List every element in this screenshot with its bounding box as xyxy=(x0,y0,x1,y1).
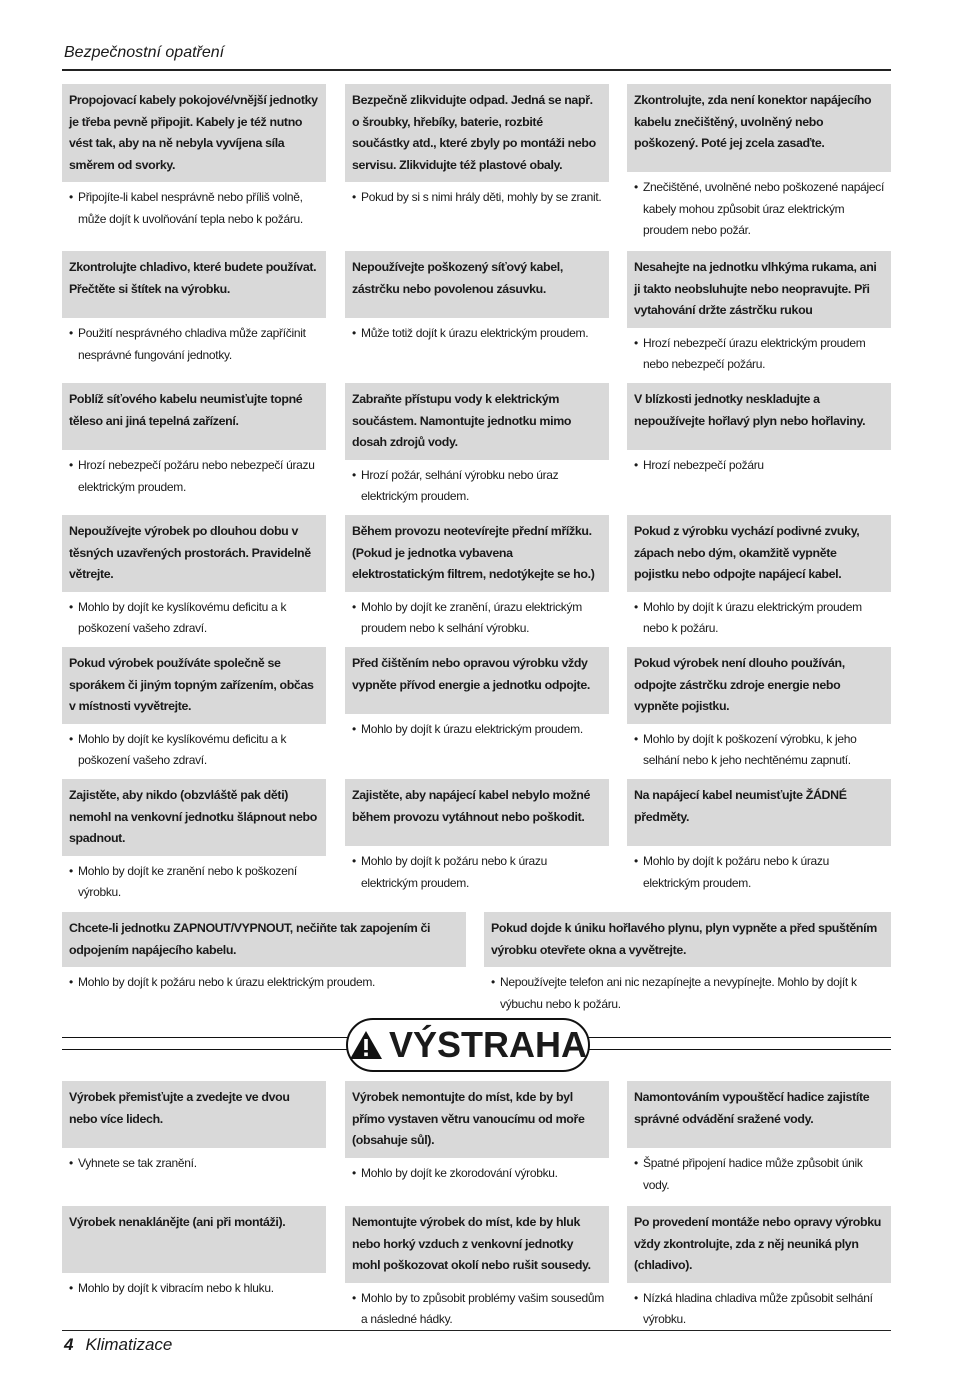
note-text: Může totiž dojít k úrazu elektrickým proudem. xyxy=(361,326,589,340)
note-text: Použití nesprávného chladiva může zapříčinit nesprávné fungování jednotky. xyxy=(78,326,306,362)
precaution-heading: Nepoužívejte výrobek po dlouhou dobu v těsných uzavřených prostorách. Pravidelně větrejte. xyxy=(62,515,326,592)
precaution-heading: Bezpečně zlikvidujte odpad. Jedná se např. o šroubky, hřebíky, baterie, rozbité součástky atd., které zbyly po montáži nebo servisu. Zlikvidujte též plastové obaly. xyxy=(345,84,609,182)
precaution-note xyxy=(345,719,609,741)
precaution-note xyxy=(627,455,891,477)
bullet-icon: • xyxy=(69,458,73,472)
bullet-icon: • xyxy=(352,326,356,340)
note-text: Hrozí požár, selhání výrobku nebo úraz elektrickým proudem. xyxy=(361,467,559,503)
precaution-note xyxy=(484,972,891,1015)
bullet-icon: • xyxy=(352,854,356,868)
note-text: Mohlo by dojít k úrazu elektrickým proudem nebo k požáru. xyxy=(643,599,862,635)
precaution-note xyxy=(62,861,326,904)
precaution-heading: Poblíž síťového kabelu neumisťujte topné těleso ani jiná tepelná zařízení. xyxy=(62,383,326,450)
precaution-note xyxy=(627,333,891,376)
note-text: Mohlo by dojít k požáru nebo k úrazu elektrickým proudem. xyxy=(643,854,829,890)
precaution-item xyxy=(627,84,891,242)
note-text: Pokud by si s nimi hrály děti, mohly by se zranit. xyxy=(361,190,602,204)
note-text: Mohlo by dojít k úrazu elektrickým proudem. xyxy=(361,722,583,736)
precaution-item-wide xyxy=(484,912,891,1015)
note-text: Nepoužívejte telefon ani nic nezapínejte a nevypínejte. Mohlo by dojít k výbuchu nebo k požáru. xyxy=(500,975,857,1011)
warning-item xyxy=(345,1206,609,1331)
precaution-note xyxy=(627,1153,891,1196)
precaution-item xyxy=(62,515,326,640)
bullet-icon: • xyxy=(634,731,638,746)
warning-item xyxy=(62,1081,326,1175)
note-text: Mohlo by dojít ke kyslíkovému deficitu a k poškození vašeho zdraví. xyxy=(78,731,287,767)
precaution-heading: Pokud výrobek používáte společně se sporákem či jiným topným zařízením, občas v místnosti vyvětrejte. xyxy=(62,647,326,724)
page-number: 4 xyxy=(64,1335,74,1354)
note-text: Hrozí nebezpečí požáru nebo nebezpečí úrazu elektrickým proudem. xyxy=(78,458,315,494)
header-rule xyxy=(62,69,891,71)
bullet-icon: • xyxy=(352,1165,356,1180)
note-text: Znečištěné, uvolněné nebo poškozené napájecí kabely mohou způsobit úraz elektrickým proudem nebo požár. xyxy=(643,180,884,237)
precaution-note xyxy=(62,729,326,772)
precaution-note xyxy=(345,1163,609,1185)
precaution-heading: Zabraňte přístupu vody k elektrickým součástem. Namontujte jednotku mimo dosah zdrojů vody. xyxy=(345,383,609,460)
precaution-heading: Nemontujte výrobek do míst, kde by hluk nebo horký vzduch z venkovní jednotky mohl poškozovat okolí nebo rušit sousedy. xyxy=(345,1206,609,1283)
precaution-heading: Zajistěte, aby nikdo (obzvláště pak děti) nemohl na venkovní jednotku šlápnout nebo spadnout. xyxy=(62,779,326,856)
precaution-note xyxy=(345,465,609,508)
page-footer xyxy=(64,1335,172,1355)
warning-label-box xyxy=(346,1018,590,1072)
bullet-icon: • xyxy=(491,975,495,989)
footer-label: Klimatizace xyxy=(85,1335,173,1354)
precaution-note xyxy=(345,187,609,209)
footer-rule xyxy=(62,1330,891,1331)
precaution-note xyxy=(627,177,891,242)
precaution-note xyxy=(345,323,609,345)
precaution-item xyxy=(345,84,609,209)
bullet-icon: • xyxy=(634,180,638,194)
bullet-icon: • xyxy=(634,1290,638,1305)
precaution-heading: Pokud výrobek není dlouho používán, odpojte zástrčku zdroje energie nebo vypněte pojistku. xyxy=(627,647,891,724)
precaution-item xyxy=(627,251,891,376)
precaution-note xyxy=(345,597,609,640)
precaution-note xyxy=(62,597,326,640)
precaution-note xyxy=(62,1153,326,1175)
precaution-heading: Výrobek nemontujte do míst, kde by byl přímo vystaven větru vanoucímu od moře (obsahuje sůl). xyxy=(345,1081,609,1158)
precaution-item xyxy=(345,383,609,508)
warning-item xyxy=(627,1081,891,1196)
note-text: Špatné připojení hadice může způsobit únik vody. xyxy=(643,1156,863,1192)
bullet-icon: • xyxy=(69,731,73,746)
note-text: Mohlo by dojít ke kyslíkovému deficitu a k poškození vašeho zdraví. xyxy=(78,599,287,635)
precaution-heading: Zkontrolujte, zda není konektor napájecího kabelu znečištěný, uvolněný nebo poškozený. Poté jej zcela zasaďte. xyxy=(627,84,891,172)
precaution-heading: Pokud z výrobku vychází podivné zvuky, zápach nebo dým, okamžitě vypněte pojistku nebo odpojte napájecí kabel. xyxy=(627,515,891,592)
precaution-item-wide xyxy=(62,912,466,994)
precaution-heading: Zkontrolujte chladivo, které budete používat. Přečtěte si štítek na výrobku. xyxy=(62,251,326,318)
precaution-item xyxy=(345,779,609,894)
precaution-heading: Na napájecí kabel neumisťujte ŽÁDNÉ předměty. xyxy=(627,779,891,846)
precaution-item xyxy=(627,515,891,640)
precaution-heading: Pokud dojde k úniku hořlavého plynu, plyn vypněte a před spuštěním výrobku otevřete okna a vyvětrejte. xyxy=(484,912,891,967)
bullet-icon: • xyxy=(352,722,356,736)
warning-banner xyxy=(62,1014,891,1076)
note-text: Hrozí nebezpečí požáru xyxy=(643,458,764,472)
safety-grid-bottom xyxy=(62,1081,891,1331)
precaution-heading: Před čištěním nebo opravou výrobku vždy vypněte přívod energie a jednotku odpojte. xyxy=(345,647,609,714)
bullet-icon: • xyxy=(634,599,638,614)
bullet-icon: • xyxy=(69,326,73,340)
note-text: Mohlo by dojít k požáru nebo k úrazu elektrickým proudem. xyxy=(78,975,376,989)
section-title: Bezpečnostní opatření xyxy=(64,44,225,61)
precaution-heading: Propojovací kabely pokojové/vnější jednotky je třeba pevně připojit. Kabely je též nutno vést tak, aby na ně nebyla vyvíjena síla směrem od svorky. xyxy=(62,84,326,182)
precaution-item xyxy=(62,647,326,772)
precaution-item xyxy=(627,647,891,772)
precaution-note xyxy=(62,972,466,994)
precaution-note xyxy=(62,455,326,498)
bullet-icon: • xyxy=(69,190,73,204)
bullet-icon: • xyxy=(69,1156,73,1170)
precaution-note xyxy=(627,729,891,772)
note-text: Mohlo by dojít ke zkorodování výrobku. xyxy=(361,1165,558,1180)
note-text: Mohlo by dojít ke zranění nebo k poškození výrobku. xyxy=(78,863,297,899)
bullet-icon: • xyxy=(352,599,356,614)
bullet-icon: • xyxy=(634,458,638,472)
note-text: Nízká hladina chladiva může způsobit selhání výrobku. xyxy=(643,1290,873,1326)
bullet-icon: • xyxy=(69,1281,73,1295)
warning-label: VÝSTRAHA xyxy=(388,1024,588,1065)
precaution-item xyxy=(62,251,326,366)
bullet-icon: • xyxy=(634,335,638,350)
precaution-heading: Zajistěte, aby napájecí kabel nebylo možné během provozu vytáhnout nebo poškodit. xyxy=(345,779,609,846)
precaution-item xyxy=(345,515,609,640)
precaution-item xyxy=(345,647,609,741)
bullet-icon: • xyxy=(69,863,73,878)
precaution-note xyxy=(627,1288,891,1331)
precaution-note xyxy=(345,851,609,894)
warning-item xyxy=(627,1206,891,1331)
warning-triangle-icon xyxy=(349,1029,383,1061)
note-text: Hrozí nebezpečí úrazu elektrickým proudem nebo nebezpečí požáru. xyxy=(643,335,866,371)
precaution-item xyxy=(62,383,326,498)
bullet-icon: • xyxy=(634,1156,638,1170)
bullet-icon: • xyxy=(634,854,638,868)
note-text: Mohlo by dojít ke zranění, úrazu elektrickým proudem nebo k selhání výrobku. xyxy=(361,599,582,635)
warning-item xyxy=(62,1206,326,1300)
precaution-note xyxy=(627,851,891,894)
precaution-heading: Výrobek nenaklánějte (ani při montáži). xyxy=(62,1206,326,1273)
precaution-note xyxy=(62,1278,326,1300)
note-text: Mohlo by dojít k poškození výrobku, k jeho selhání nebo k jeho nechtěnému zapnutí. xyxy=(643,731,857,767)
precaution-note xyxy=(345,1288,609,1331)
precaution-heading: Namontováním vypouštěcí hadice zajistíte správné odvádění sražené vody. xyxy=(627,1081,891,1148)
precaution-heading: Nesahejte na jednotku vlhkýma rukama, ani ji takto neobsluhujte nebo neopravujte. Při vytahování držte zástrčku rukou xyxy=(627,251,891,328)
precaution-heading: Nepoužívejte poškozený síťový kabel, zástrčku nebo povolenou zásuvku. xyxy=(345,251,609,318)
precaution-heading: V blízkosti jednotky neskladujte a nepoužívejte hořlavý plyn nebo hořlaviny. xyxy=(627,383,891,450)
bullet-icon: • xyxy=(352,1290,356,1305)
precaution-item xyxy=(627,779,891,894)
precaution-item xyxy=(627,383,891,477)
precaution-heading: Během provozu neotevírejte přední mřížku. (Pokud je jednotka vybavena elektrostatickým filtrem, nedotýkejte se ho.) xyxy=(345,515,609,592)
note-text: Mohlo by to způsobit problémy vašim sousedům a následné hádky. xyxy=(361,1290,604,1326)
note-text: Mohlo by dojít k vibracím nebo k hluku. xyxy=(78,1281,274,1295)
safety-grid-top xyxy=(62,84,891,1011)
note-text: Připojíte-li kabel nesprávně nebo příliš volně, může dojít k uvolňování tepla nebo k požáru. xyxy=(78,190,303,226)
precaution-heading: Výrobek přemisťujte a zvedejte ve dvou nebo více lidech. xyxy=(62,1081,326,1148)
bullet-icon: • xyxy=(69,975,73,989)
precaution-note xyxy=(62,323,326,366)
bullet-icon: • xyxy=(352,190,356,204)
precaution-note xyxy=(62,187,326,230)
precaution-item xyxy=(62,779,326,904)
precaution-item xyxy=(62,84,326,230)
warning-item xyxy=(345,1081,609,1184)
precaution-heading: Po provedení montáže nebo opravy výrobku vždy zkontrolujte, zda z něj neuniká plyn (chladivo). xyxy=(627,1206,891,1283)
bullet-icon: • xyxy=(69,599,73,614)
note-text: Vyhnete se tak zranění. xyxy=(78,1156,197,1170)
precaution-note xyxy=(627,597,891,640)
bullet-icon: • xyxy=(352,467,356,482)
note-text: Mohlo by dojít k požáru nebo k úrazu elektrickým proudem. xyxy=(361,854,547,890)
precaution-item xyxy=(345,251,609,345)
precaution-heading: Chcete-li jednotku ZAPNOUT/VYPNOUT, nečiňte tak zapojením či odpojením napájecího kabelu. xyxy=(62,912,466,967)
